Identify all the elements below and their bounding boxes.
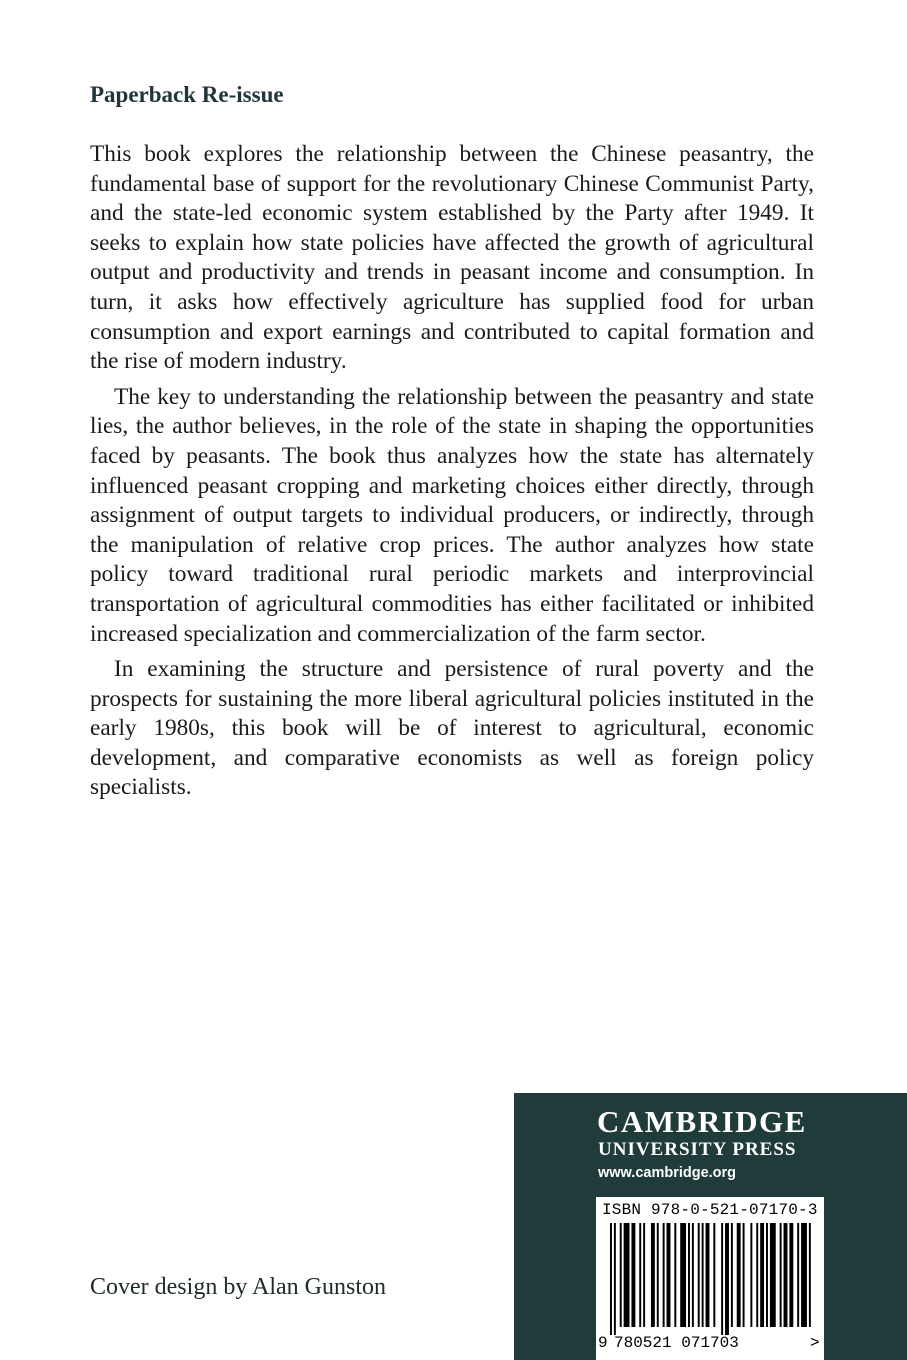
barcode-bar [624,1223,630,1327]
barcode-bar [631,1223,635,1327]
barcode-bar [680,1223,686,1327]
barcode-bar [706,1223,710,1327]
barcode-bar [750,1223,752,1327]
barcode-bar [756,1223,758,1327]
barcode-bar [667,1223,671,1327]
barcode-bar [809,1223,811,1327]
blurb-paragraph-3: In examining the structure and persistence of rural poverty and the prospects for sustaining the more liberal agricultural policies instituted in the early 1980s, this book will be of interest to agricultural, economic development, and comparative economists as well as foreign policy specialists. [90,656,814,801]
blurb-paragraph-1: This book explores the relationship between the Chinese peasantry, the fundamental base of support for the revolutionary Chinese Communist Party, and the state-led economic system established by the Party after 1949. It seeks to explain how state policies have affected the growth of agricultural output and productivity and trends in peasant income and consumption. In turn, it asks how effectively agriculture has supplied food for urban consumption and export earnings and contributed to capital formation and the rise of modern industry. [90,141,814,375]
barcode-bar [725,1223,729,1335]
barcode-bar [737,1223,741,1327]
publisher-name: CAMBRIDGE [597,1104,807,1139]
barcode-bar [702,1223,704,1327]
barcode-bar [713,1223,715,1327]
barcode-icon [596,1223,824,1335]
barcode-bar [688,1223,690,1327]
publisher-subtitle: UNIVERSITY PRESS [598,1139,797,1160]
barcode-bar [610,1223,612,1335]
isbn-label: ISBN 978-0-521-07170-3 [602,1201,818,1219]
blurb-paragraph-2: The key to understanding the relationship between the peasantry and state lies, the author believes, in the role of the state in shaping the opportunities faced by peasants. The book thus analyzes how the state has alternately influenced peasant cropping and marketing choices either directly, through assignment of output targets to individual producers, or indirectly, through the manipulation of relative crop prices. The author analyzes how state policy toward traditional rural periodic markets and interprovincial transportation of agricultural commodities has either facilitated or inhibited increased specialization and commercialization of the farm sector. [90,383,814,647]
barcode-bar [643,1223,645,1327]
barcode-bar [789,1223,793,1327]
ean-digits: 780521 071703 [614,1334,739,1352]
barcode-bar [620,1223,622,1327]
barcode-box [596,1197,824,1360]
barcode-bar [692,1223,694,1327]
barcode-bar [797,1223,799,1327]
blurb [90,140,814,809]
barcode-bar [614,1223,616,1335]
barcode-bar [770,1223,776,1327]
barcode-bar [760,1223,764,1327]
barcode-bar [801,1223,807,1327]
ean-first-digit: 9 [598,1334,608,1352]
barcode-bar [766,1223,768,1327]
barcode-bar [780,1223,782,1327]
barcode-bar [784,1223,788,1327]
publisher-website: www.cambridge.org [598,1165,737,1181]
ean-marker: > [810,1334,820,1352]
cover-credit: Cover design by Alan Gunston [90,1274,386,1300]
barcode-bar [657,1223,659,1327]
barcode-bar [743,1223,745,1327]
barcode-bar [674,1223,676,1327]
barcode-bar [698,1223,700,1327]
barcode-bar [663,1223,665,1327]
barcode-bar [651,1223,655,1327]
barcode-bar [721,1223,723,1335]
barcode-bar [731,1223,733,1327]
barcode-bar [639,1223,641,1327]
heading: Paperback Re-issue [90,82,284,107]
publisher-panel [514,1093,907,1360]
